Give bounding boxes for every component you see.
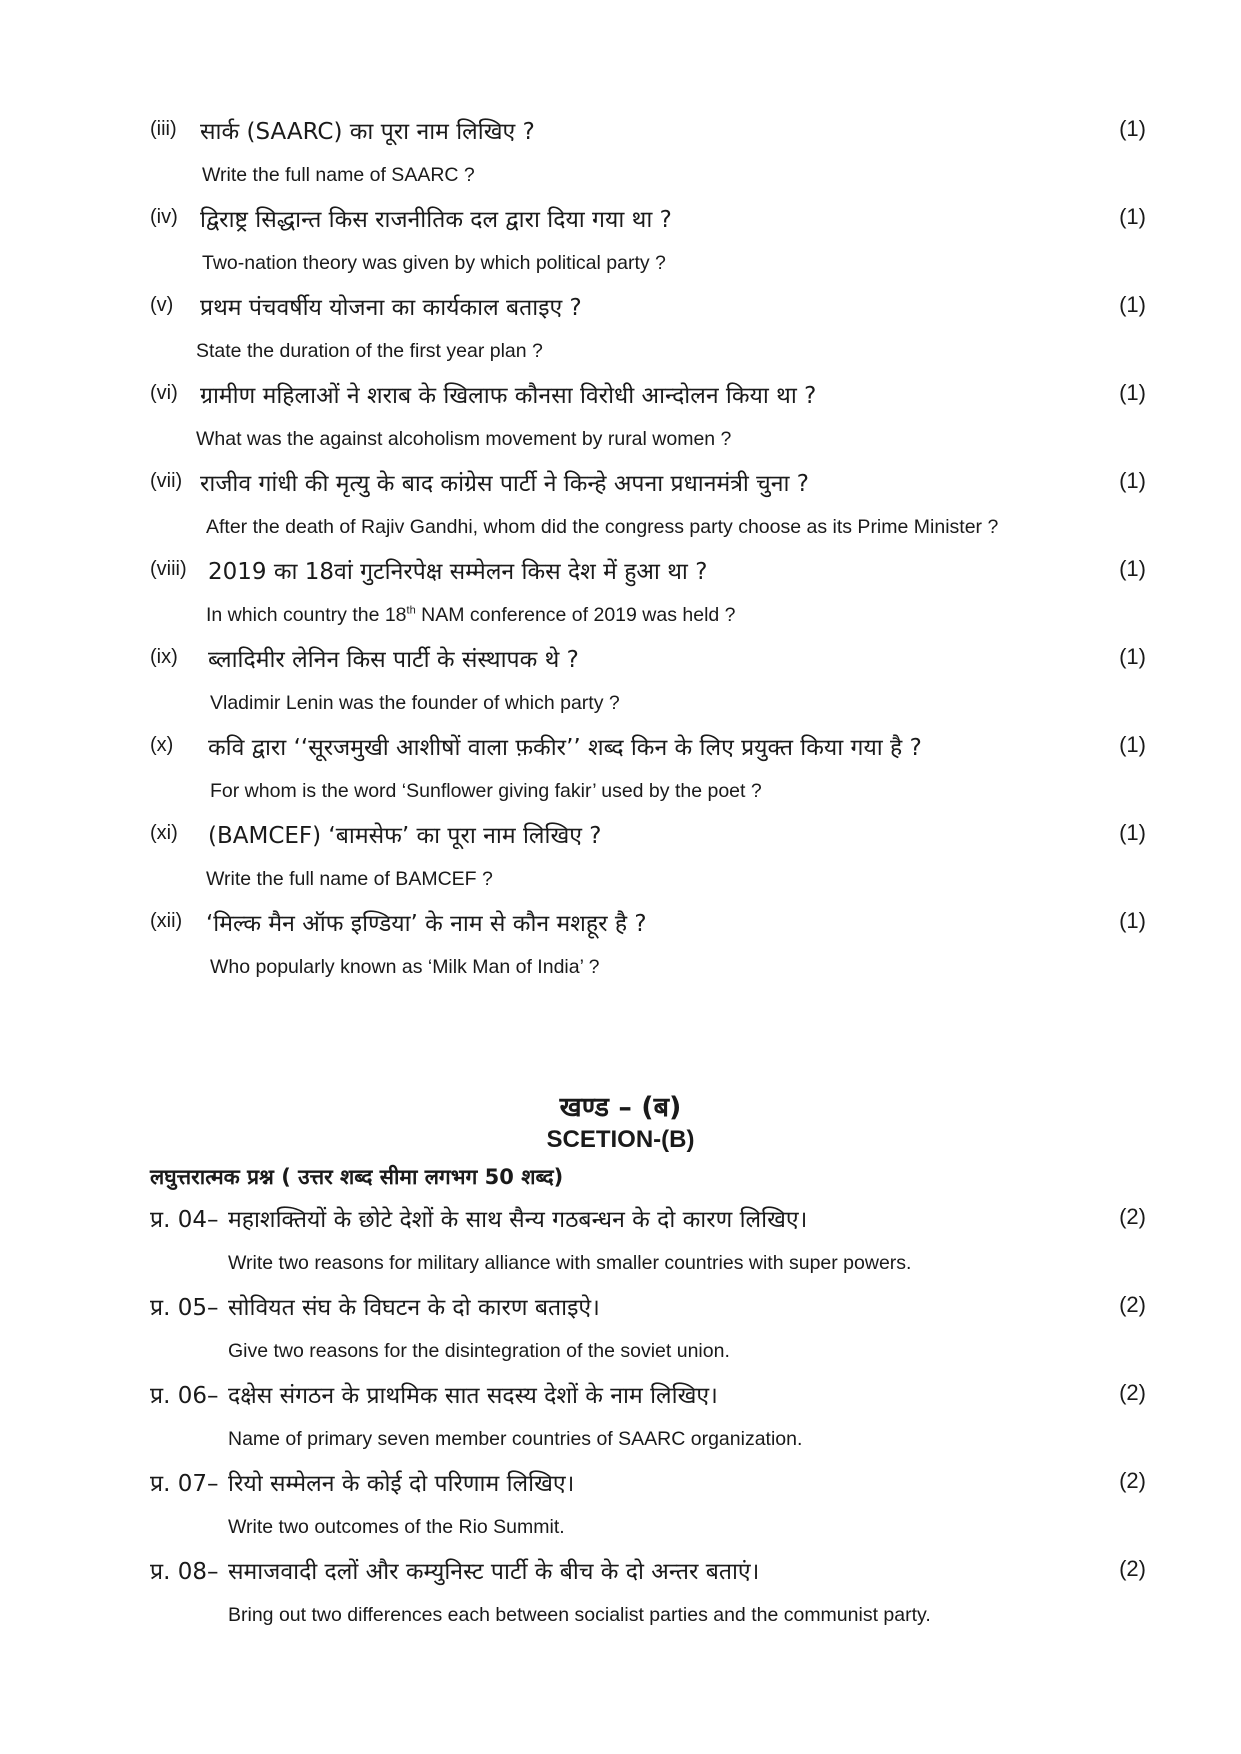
question-marks: (1)	[1119, 556, 1146, 581]
question-row	[0, 1550, 1241, 1594]
question-english: Give two reasons for the disintegration of the soviet union.	[228, 1340, 730, 1362]
question-english: Who popularly known as ‘Milk Man of India’ ?	[210, 956, 600, 978]
question-hindi: दक्षेस संगठन के प्राथमिक सात सदस्य देशों के नाम लिखिए।	[228, 1383, 718, 1409]
question-number: (iv)	[150, 206, 178, 228]
question-english-part: In which country the 18	[206, 604, 407, 626]
question-row	[0, 462, 1241, 506]
question-hindi: सोवियत संघ के विघटन के दो कारण बताइऐ।	[228, 1295, 600, 1321]
question-english: Write two outcomes of the Rio Summit.	[228, 1516, 565, 1538]
question-number: (viii)	[150, 558, 187, 580]
question-number: प्र. 06–	[150, 1383, 219, 1409]
question-english-row	[0, 1330, 1241, 1374]
question-english-row	[0, 1242, 1241, 1286]
question-row	[0, 814, 1241, 858]
question-hindi: (BAMCEF) ‘बामसेफ’ का पूरा नाम लिखिए ?	[208, 823, 602, 849]
question-english: Bring out two differences each between socialist parties and the communist party.	[228, 1604, 931, 1626]
question-english: Write the full name of SAARC ?	[202, 164, 475, 186]
question-number: प्र. 04–	[150, 1207, 219, 1233]
question-number: (v)	[150, 294, 174, 316]
question-row	[0, 902, 1241, 946]
question-marks: (1)	[1119, 204, 1146, 229]
question-marks: (1)	[1119, 468, 1146, 493]
question-english	[206, 604, 736, 627]
question-english: After the death of Rajiv Gandhi, whom did the congress party choose as its Prime Minister ?	[206, 516, 999, 538]
section-b-english-title: SCETION-(B)	[546, 1126, 695, 1153]
question-hindi: राजीव गांधी की मृत्यु के बाद कांग्रेस पार्टी ने किन्हे अपना प्रधानमंत्री चुना ?	[200, 471, 810, 497]
question-english: Vladimir Lenin was the founder of which party ?	[210, 692, 620, 714]
section-b-instruction: लघुत्तरात्मक प्रश्न ( उत्तर शब्द सीमा लगभग 50 शब्द)	[150, 1165, 564, 1189]
question-marks: (1)	[1119, 116, 1146, 141]
question-hindi: ब्लादिमीर लेनिन किस पार्टी के संस्थापक थे ?	[208, 647, 579, 673]
question-number: (iii)	[150, 118, 177, 140]
question-marks: (1)	[1119, 292, 1146, 317]
question-english: Two-nation theory was given by which political party ?	[202, 252, 666, 274]
question-row	[0, 374, 1241, 418]
question-row	[0, 1462, 1241, 1506]
question-marks: (1)	[1119, 908, 1146, 933]
question-row	[0, 1286, 1241, 1330]
question-hindi: प्रथम पंचवर्षीय योजना का कार्यकाल बताइए ?	[200, 295, 582, 321]
question-hindi: रियो सम्मेलन के कोई दो परिणाम लिखिए।	[228, 1471, 575, 1497]
question-number: (vii)	[150, 470, 183, 492]
question-hindi: महाशक्तियों के छोटे देशों के साथ सैन्य गठबन्धन के दो कारण लिखिए।	[228, 1207, 808, 1233]
question-english: Write the full name of BAMCEF ?	[206, 868, 493, 890]
question-marks: (1)	[1119, 644, 1146, 669]
question-hindi: द्विराष्ट्र सिद्धान्त किस राजनीतिक दल द्वारा दिया गया था ?	[200, 207, 672, 233]
question-row	[0, 726, 1241, 770]
question-english-row	[0, 858, 1241, 902]
part-b-questions	[0, 1198, 1241, 1638]
question-english-row	[0, 682, 1241, 726]
question-number: (x)	[150, 734, 174, 756]
question-row	[0, 1374, 1241, 1418]
question-number: प्र. 08–	[150, 1559, 219, 1585]
question-english-row	[0, 770, 1241, 814]
question-hindi: कवि द्वारा ‘‘सूरजमुखी आशीषों वाला फ़कीर’’ शब्द किन के लिए प्रयुक्त किया गया है ?	[208, 735, 922, 761]
question-marks: (2)	[1119, 1204, 1146, 1229]
question-row	[0, 110, 1241, 154]
question-hindi: ‘मिल्क मैन ऑफ इण्डिया’ के नाम से कौन मशहूर है ?	[206, 911, 647, 937]
question-marks: (2)	[1119, 1556, 1146, 1581]
question-marks: (1)	[1119, 380, 1146, 405]
section-b-hindi-title: खण्ड – (ब)	[559, 1092, 682, 1123]
question-english-part: NAM conference of 2019 was held ?	[415, 604, 736, 626]
question-english-row	[0, 506, 1241, 550]
question-english: What was the against alcoholism movement by rural women ?	[196, 428, 732, 450]
question-english: Name of primary seven member countries of SAARC organization.	[228, 1428, 803, 1450]
question-number: (xi)	[150, 822, 178, 844]
question-marks: (1)	[1119, 732, 1146, 757]
question-english-row	[0, 330, 1241, 374]
question-number: (xii)	[150, 910, 183, 932]
question-number: (vi)	[150, 382, 178, 404]
question-row	[0, 638, 1241, 682]
question-english-row	[0, 242, 1241, 286]
question-english-row	[0, 154, 1241, 198]
question-hindi: ग्रामीण महिलाओं ने शराब के खिलाफ कौनसा विरोधी आन्दोलन किया था ?	[200, 383, 817, 409]
question-english: State the duration of the first year plan ?	[196, 340, 543, 362]
question-english-row	[0, 946, 1241, 990]
question-english-row	[0, 1594, 1241, 1638]
question-marks: (2)	[1119, 1380, 1146, 1405]
part-a-questions	[0, 110, 1241, 990]
question-row	[0, 286, 1241, 330]
question-row	[0, 1198, 1241, 1242]
ordinal-suffix: th	[406, 604, 416, 617]
question-english-row	[0, 418, 1241, 462]
question-number: प्र. 07–	[150, 1471, 219, 1497]
question-english: Write two reasons for military alliance with smaller countries with super powers.	[228, 1252, 912, 1274]
question-hindi: समाजवादी दलों और कम्युनिस्ट पार्टी के बीच के दो अन्तर बताएं।	[228, 1559, 760, 1585]
question-hindi: 2019 का 18वां गुटनिरपेक्ष सम्मेलन किस देश में हुआ था ?	[208, 559, 708, 585]
question-english-row	[0, 594, 1241, 638]
question-marks: (1)	[1119, 820, 1146, 845]
question-english-row	[0, 1418, 1241, 1462]
question-row	[0, 198, 1241, 242]
question-marks: (2)	[1119, 1468, 1146, 1493]
question-english: For whom is the word ‘Sunflower giving fakir’ used by the poet ?	[210, 780, 762, 802]
question-number: (ix)	[150, 646, 178, 668]
question-number: प्र. 05–	[150, 1295, 219, 1321]
question-row	[0, 550, 1241, 594]
question-english-row	[0, 1506, 1241, 1550]
question-hindi: सार्क (SAARC) का पूरा नाम लिखिए ?	[200, 119, 535, 145]
question-marks: (2)	[1119, 1292, 1146, 1317]
